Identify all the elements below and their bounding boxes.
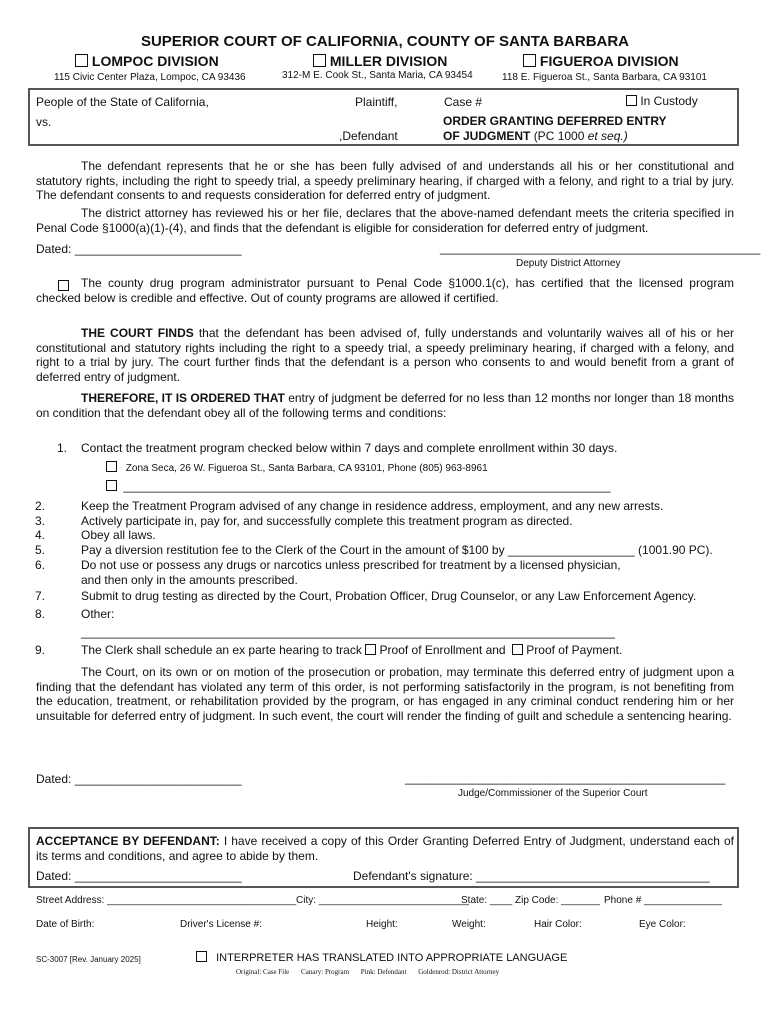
item-7-num: 7. [35,589,46,603]
item-9-text [81,643,622,657]
in-custody-checkbox[interactable] [626,95,637,106]
miller-label: MILLER DIVISION [329,53,448,69]
item-4-num: 4. [35,528,46,542]
program-other-line[interactable]: _________________________________________________________________________ [123,479,611,493]
item-5-text[interactable]: Pay a diversion restitution fee to the Clerk of the Court in the amount of $100 by ___________________ (1001.90 PC). [81,543,713,557]
city[interactable]: City: ___________________________ [296,895,469,906]
figueroa-division [523,53,679,69]
acceptance-bold: ACCEPTANCE BY DEFENDANT: [36,834,220,848]
zona-seca-label: Zona Seca, 26 W. Figueroa St., Santa Barbara, CA 93101, Phone (805) 963-8961 [125,463,488,474]
item-4-text: Obey all laws. [81,528,156,542]
state[interactable]: State: ____ [461,895,513,906]
copy-pink: Pink: Defendant [360,968,407,976]
phone[interactable]: Phone # ______________ [604,895,722,906]
people-label: People of the State of California, [36,95,209,109]
item-5-num: 5. [35,543,46,557]
item-9-label: The Clerk shall schedule an ex parte hearing to track [81,643,362,657]
order-title-etseq: et seq.) [587,129,628,143]
item-8-num: 8. [35,607,46,621]
height[interactable]: Height: [366,919,398,930]
court-finds-text: that the defendant has been advised of, fully understands and voluntarily waives all of his or her constitutional and statutory rights including the right to a speedy trial, a speedy preliminary hearing, if charged with a felony, and right to a trial by jury. The court further finds that the defendant is a person who consents to and would benefit from a grant of deferred entry of judgment. [36,326,734,384]
miller-division [313,53,447,69]
interpreter-label: INTERPRETER HAS TRANSLATED INTO APPROPRIATE LANGUAGE [216,952,568,964]
figueroa-address: 118 E. Figueroa St., Santa Barbara, CA 93101 [502,72,707,83]
in-custody-label: In Custody [640,94,698,108]
court-finds-bold: THE COURT FINDS [81,326,194,340]
defendant-signature[interactable]: Defendant's signature: ___________________________________ [353,869,710,883]
lompoc-label: LOMPOC DIVISION [91,53,219,69]
lompoc-division [75,53,219,69]
order-title-bold: OF JUDGMENT [443,129,531,143]
judge-signature-line[interactable]: ________________________________________________ [405,771,726,785]
item-9-num: 9. [35,643,46,657]
copy-distribution [236,968,499,976]
interpreter-line [196,951,567,964]
paragraph-court-finds [36,326,734,384]
item-2-num: 2. [35,499,46,513]
case-number-label[interactable]: Case # [444,95,483,109]
dda-signature-line[interactable]: ________________________________________________ [440,241,761,255]
judge-label: Judge/Commissioner of the Superior Court [458,788,648,799]
proof-enrollment-checkbox[interactable] [365,644,376,655]
dated-da[interactable]: Dated: _________________________ [36,242,242,256]
eye-color[interactable]: Eye Color: [639,919,686,930]
figueroa-label: FIGUEROA DIVISION [539,53,679,69]
item-1-text: Contact the treatment program checked below within 7 days and complete enrollment within 30 days. [81,441,618,455]
street-address[interactable]: Street Address: __________________________________ [36,895,297,906]
program-other-checkbox[interactable] [106,480,117,491]
drivers-license[interactable]: Driver's License #: [180,919,262,930]
copy-goldenrod: Goldenrod: District Attorney [418,968,500,976]
paragraph-rights: The defendant represents that he or she has been fully advised of and understands all his or her constitutional and statutory rights, including the right to speedy trial, a speedy preliminary hearing, if charged with a felony, and right to a trial by jury. The defendant consents to and requests consideration for deferred entry of judgment. [36,159,734,202]
weight[interactable]: Weight: [452,919,486,930]
program-zona-seca [106,461,488,474]
order-title-line1: ORDER GRANTING DEFERRED ENTRY [443,114,667,128]
vs-label: vs. [36,115,52,129]
paragraph-ordered [36,391,734,420]
date-of-birth[interactable]: Date of Birth: [36,919,95,930]
acceptance-body: I have received a copy of this Order Granting Deferred Entry of Judgment, understand each of its terms and conditions, and agree to abide by them. [36,834,734,863]
interpreter-checkbox[interactable] [196,951,207,962]
item-8-text: Other: [81,607,115,621]
dda-label: Deputy District Attorney [516,258,621,269]
miller-checkbox[interactable] [313,54,326,67]
form-number: SC-3007 [Rev. January 2025] [36,955,141,964]
item-1-num: 1. [57,441,68,455]
proof-payment-checkbox[interactable] [512,644,523,655]
copy-original: Original: Case File [236,968,290,976]
order-title-ref: (PC 1000 [533,129,588,143]
in-custody [626,94,698,108]
zip-code[interactable]: Zip Code: _______ [515,895,601,906]
copy-canary: Canary: Program [301,968,350,976]
dated-judge[interactable]: Dated: _________________________ [36,772,242,786]
item-6-text-b: and then only in the amounts prescribed. [81,573,298,587]
program-other [106,479,611,493]
acceptance-text [36,834,734,863]
item-2-text: Keep the Treatment Program advised of any change in residence address, employment, and any new arrests. [81,499,664,513]
lompoc-checkbox[interactable] [75,54,88,67]
hair-color[interactable]: Hair Color: [534,919,582,930]
miller-address: 312-M E. Cook St., Santa Maria, CA 93454 [282,70,473,81]
paragraph-termination: The Court, on its own or on motion of the prosecution or probation, may terminate this deferred entry of judgment upon a finding that the defendant has violated any term of this order, is not performing satisfactorily in the program, is not benefiting from the education, treatment, or rehabilitation provided by the program, or has engaged in any criminal conduct rendering him or her unsuitable for deferred entry of judgment. In such event, the court will render the finding of guilt and schedule a sentencing hearing. [36,665,734,723]
item-3-num: 3. [35,514,46,528]
order-title-line2 [443,129,628,143]
item-7-text: Submit to drug testing as directed by the Court, Probation Officer, Drug Counselor, or any Law Enforcement Agency. [81,589,697,603]
plaintiff-label: Plaintiff, [355,95,398,109]
paragraph-da: The district attorney has reviewed his or her file, declares that the above-named defendant meets the criteria specified in Penal Code §1000(a)(1)-(4), and finds that the defendant is eligible for consideration for deferred entry of judgment. [36,206,734,235]
zona-seca-checkbox[interactable] [106,461,117,472]
item-6-text-a: Do not use or possess any drugs or narcotics unless prescribed for treatment by a licensed physician, [81,558,621,572]
court-title: SUPERIOR COURT OF CALIFORNIA, COUNTY OF SANTA BARBARA [140,33,630,50]
acceptance-dated[interactable]: Dated: _________________________ [36,869,242,883]
proof-payment-label: Proof of Payment. [526,643,623,657]
proof-enrollment-label: Proof of Enrollment and [379,643,506,657]
defendant-label: ,Defendant [339,129,398,143]
ordered-bold: THEREFORE, IT IS ORDERED THAT [81,391,285,405]
item-3-text: Actively participate in, pay for, and successfully complete this treatment program as directed. [81,514,573,528]
lompoc-address: 115 Civic Center Plaza, Lompoc, CA 93436 [54,72,246,83]
ordered-text: entry of judgment be deferred for no less than 12 months nor longer than 18 months on condition that the defendant obey all of the following terms and conditions: [36,391,734,420]
item-6-num: 6. [35,558,46,572]
item-8-line[interactable]: ________________________________________________________________________________ [81,625,615,639]
figueroa-checkbox[interactable] [523,54,536,67]
paragraph-program-admin: The county drug program administrator pursuant to Penal Code §1000.1(c), has certified that the licensed program checked below is credible and effective. Out of county programs are allowed if certified. [36,276,734,305]
